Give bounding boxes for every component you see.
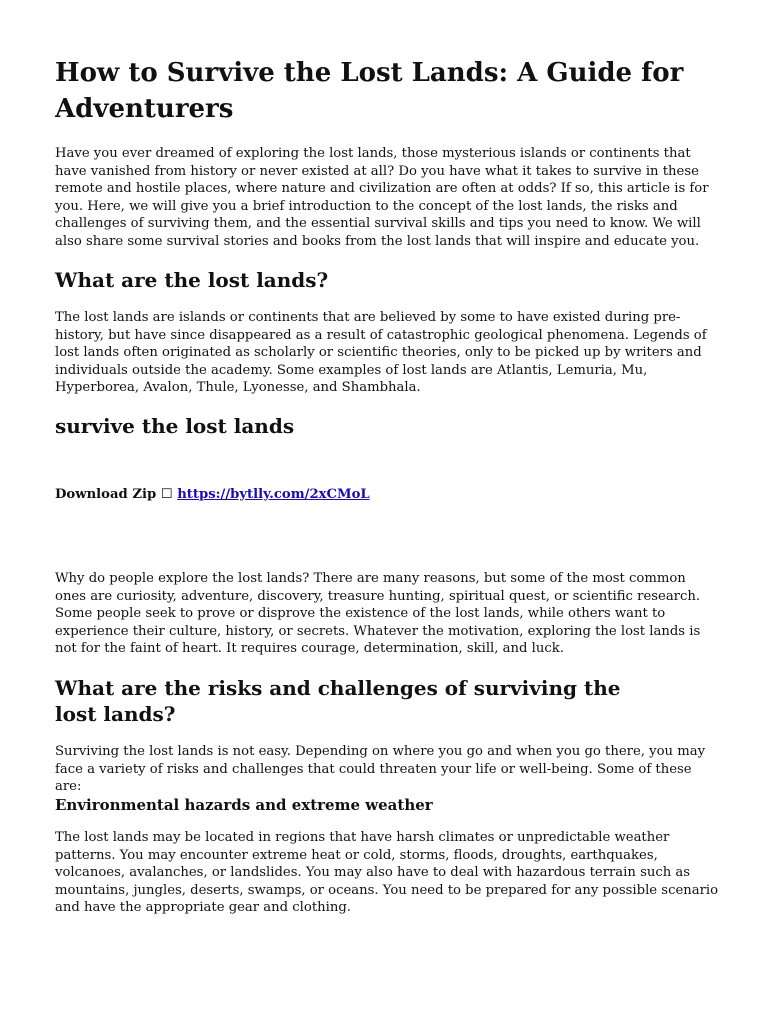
missing-glyph-icon: ☐	[160, 487, 173, 502]
download-line	[55, 486, 370, 504]
section-heading-what-are-lost-lands: What are the lost lands?	[55, 268, 329, 292]
download-label: Download Zip	[55, 487, 157, 502]
section-heading-survive-lost-lands: survive the lost lands	[55, 414, 295, 438]
page-title: How to Survive the Lost Lands: A Guide for Adventurers	[55, 58, 684, 124]
section-heading-risks-challenges: What are the risks and challenges of surviving the lost lands?	[55, 676, 621, 726]
section-paragraph-why-explore: Why do people explore the lost lands? There are many reasons, but some of the most common ones are curiosity, adventure, discovery, treasure hunting, spiritual quest, or scientific research. Some people seek to prove or disprove the existence of the lost lands, while others want to experience their culture, history, or secrets. Whatever the motivation, exploring the lost lands is not for the faint of heart. It requires courage, determination, skill, and luck.	[55, 571, 701, 657]
intro-paragraph: Have you ever dreamed of exploring the lost lands, those mysterious islands or continents that have vanished from history or never existed at all? Do you have what it takes to survive in these remote and hostile places, where nature and civilization are often at odds? If so, this article is for you. Here, we will give you a brief introduction to the concept of the lost lands, the risks and challenges of surviving them, and the essential survival skills and tips you need to know. We will also share some survival stories and books from the lost lands that will inspire and educate you.	[55, 146, 709, 249]
section-paragraph-risks-challenges: Surviving the lost lands is not easy. Depending on where you go and when you go there, you may face a variety of risks and challenges that could threaten your life or well-being. Some of these are:	[55, 744, 706, 795]
subsection-heading-environmental-hazards: Environmental hazards and extreme weather	[55, 796, 433, 814]
subsection-paragraph-environmental-hazards: The lost lands may be located in regions that have harsh climates or unpredictable weather patterns. You may encounter extreme heat or cold, storms, floods, droughts, earthquakes, volcanoes, avalanches, or landslides. You may also have to deal with hazardous terrain such as mountains, jungles, deserts, swamps, or oceans. You need to be prepared for any possible scenario and have the appropriate gear and clothing.	[55, 830, 719, 916]
download-link[interactable]: https://bytlly.com/2xCMoL	[177, 487, 370, 502]
section-paragraph-what-are-lost-lands: The lost lands are islands or continents that are believed by some to have existed during pre-history, but have since disappeared as a result of catastrophic geological phenomena. Legends of lost lands often originated as scholarly or scientific theories, only to be picked up by writers and individuals outside the academy. Some examples of lost lands are Atlantis, Lemuria, Mu, Hyperborea, Avalon, Thule, Lyonesse, and Shambhala.	[55, 310, 707, 396]
